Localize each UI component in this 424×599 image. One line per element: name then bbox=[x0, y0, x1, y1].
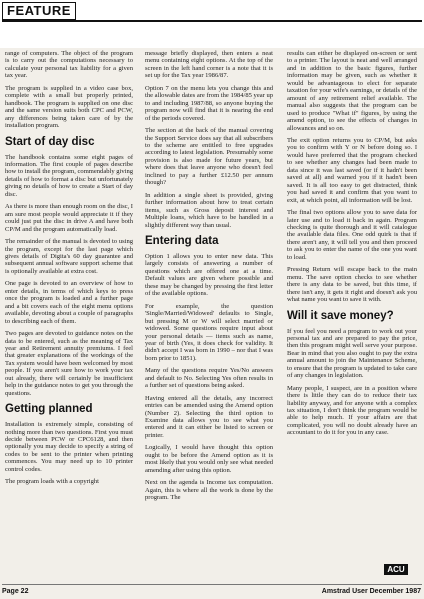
paragraph: In addition a single sheet is provided, giving further information about how to treat certain items, such as Gross deposit interest and Multiple loans, which have to be handled in a slightly different way than usual. bbox=[145, 191, 273, 229]
paragraph: results can either be displayed on-screen or sent to a printer. The layout is neat and well arranged and in addition to the basic figures, further information may be given, such as whether it would be advantageous to elect for separate taxation for your wife's earnings, or details of the amount of any retirement relief available. The manual also suggests that the program can be used to produce "What if" figures, by using the amend option, to see the effects of changes in allowances and so on. bbox=[287, 50, 417, 132]
paragraph: Installation is extremely simple, consisting of nothing more than two questions. First you must decide between PCW or CPC6128, and then optionally you may decide to specify a string of codes to be sent to the printer when printing commences. You may need up to 10 printer control codes. bbox=[5, 421, 133, 473]
paragraph: The remainder of the manual is devoted to using the program, except for the last page which gives details of Digita's 60 day guarantee and subsequent annual software support scheme that is optionally available at extra cost. bbox=[5, 238, 133, 275]
paragraph: Option 1 allows you to enter new data. This largely consists of answering a number of questions which are offered one at a time. Default values are given where possible and these may be changed by pressing the first letter of the available options. bbox=[145, 252, 273, 298]
paragraph: If you feel you need a program to work out your personal tax and are prepared to pay the price, then this program might well serve your purpose. Bear in mind that you also ought to pay the extra annual amount to join the Maintenance Scheme, to ensure that the program is updated to take care of any changes in legislation. bbox=[287, 327, 417, 380]
paragraph: The handbook contains some eight pages of information. The first couple of pages describe how to install the program, commendably giving details of how to format a disc but unfortunately giving no details of how to create a Start of day disc. bbox=[5, 153, 133, 198]
paragraph: range of computers. The object of the program is to carry out the computations necessary to calculate your personal tax liability for a given tax year. bbox=[5, 50, 133, 80]
paragraph: Many people, I suspect, are in a position where there is little they can do to reduce their tax liability anyway, and for anyone with a complex tax situation, I don't think the program would be able to help much. If your affairs are that complicated, you will no doubt already have an accountant to do it for you in any case. bbox=[287, 384, 417, 437]
publication-info: Amstrad User December 1987 bbox=[321, 588, 421, 595]
paragraph: For example, the question 'Single/Married/Widowed' defaults to Single, but pressing M or W will select married or widowed. Some questions require input about your personal details — items such as name, year of birth (Yes, it does check for validity. It didn't accept I was born in 1990 – nor that I was born prior to 1851). bbox=[145, 302, 273, 362]
paragraph: The program loads with a copyright bbox=[5, 478, 99, 486]
header-area bbox=[0, 0, 424, 48]
subheading: Getting planned bbox=[5, 403, 93, 416]
paragraph: Many of the questions require Yes/No answers and default to No. Selecting Yes often results in a further set of questions being asked. bbox=[145, 367, 273, 390]
paragraph: The program is supplied in a video case box, complete with a small but properly printed, handbook. The program is supplied on one disc and the same version suits both CPC and PCW, any differences being taken care of by the installation program. bbox=[5, 84, 133, 130]
column-3 bbox=[287, 50, 417, 442]
paragraph: Next on the agenda is Income tax computation. Again, this is where all the work is done by the program. The bbox=[145, 479, 273, 502]
paragraph: Pressing Return will escape back to the main menu. The save option checks to see whether there is any data to be saved, but this time, if there isn't any, it gets it right and doesn't ask you what name you want to save it with. bbox=[287, 266, 417, 304]
paragraph: The section at the back of the manual covering the Support Service does say that all subscribers to the scheme are entitled to free upgrades according to latest legislation. Presumably some provision is also made for future years, but where does that leave anyone who doesn't feel inclined to pay a further £12.50 per annum though? bbox=[145, 127, 273, 187]
header-rule bbox=[2, 20, 422, 22]
acu-logo: ACU bbox=[384, 564, 408, 575]
paragraph: Logically, I would have thought this option ought to be before the Amend option as it is most likely that you would only see what needed amending after using this option. bbox=[145, 444, 274, 474]
paragraph: The final two options allow you to save data for later use and to load it back in again. Program checking is quite thorough and it will catalogue the available data files. One odd quirk is that if there aren't any, it will tell you and then proceed to ask you to enter the name of the one you want to load. bbox=[287, 209, 417, 261]
section-label: FEATURE bbox=[2, 2, 76, 20]
column-1 bbox=[5, 50, 133, 491]
subheading: Will it save money? bbox=[287, 309, 394, 322]
paragraph: Option 7 on the menu lets you change this and the allowable dates are from the 1984/85 year up to and including 1987/88, so anyone buying the program now will find that it is nearing the end of the periods covered. bbox=[145, 84, 273, 122]
paragraph: One page is devoted to an overview of how to enter details, in terms of which keys to press once the program is loaded and a further page and a bit covers each of the eight menu options available, devoting about a couple of paragraphs to describing each of them. bbox=[5, 280, 133, 325]
paragraph: Having entered all the details, any incorrect entries can be amended using the Amend option (Number 2). Selecting the third option to Examine data allows you to see what you entered and it can either be listed to screen or printer. bbox=[145, 394, 273, 439]
paragraph: As there is more than enough room on the disc, I am sure most people would appreciate it if they could just put the disc in drive A and have both CP/M and the program automatically load. bbox=[5, 203, 133, 233]
footer-rule bbox=[2, 584, 422, 585]
column-2 bbox=[145, 50, 273, 507]
paragraph: message briefly displayed, then enters a neat menu containing eight options. At the top of the screen in the left hand corner is a note that it is set up for the Tax year 1986/87. bbox=[145, 50, 273, 80]
subheading: Entering data bbox=[145, 234, 219, 247]
paragraph: Two pages are devoted to guidance notes on the data to be entered, such as the meaning of Tax year and Retirement annuity premiums. I feel that greater explanations of the workings of the Tax system would have been welcomed by most people. If you aren't sure how to work your tax out already, there will certainly be insufficient help in the guidance notes to get you through the questions. bbox=[5, 330, 133, 397]
subheading: Start of day disc bbox=[5, 135, 95, 148]
paragraph: The exit option returns you to CP/M, but asks you to confirm with Y or N before doing so. I would have preferred that the program checked to see whether any changes had been made to data since it was last saved (or if it hadn't been saved at all) and warned you if it hadn't been saved. It is all too easy to get distracted, think you had saved it and confirm that you want to exit, at which point, all information will be lost. bbox=[287, 136, 417, 204]
page-number: Page 22 bbox=[2, 588, 29, 595]
